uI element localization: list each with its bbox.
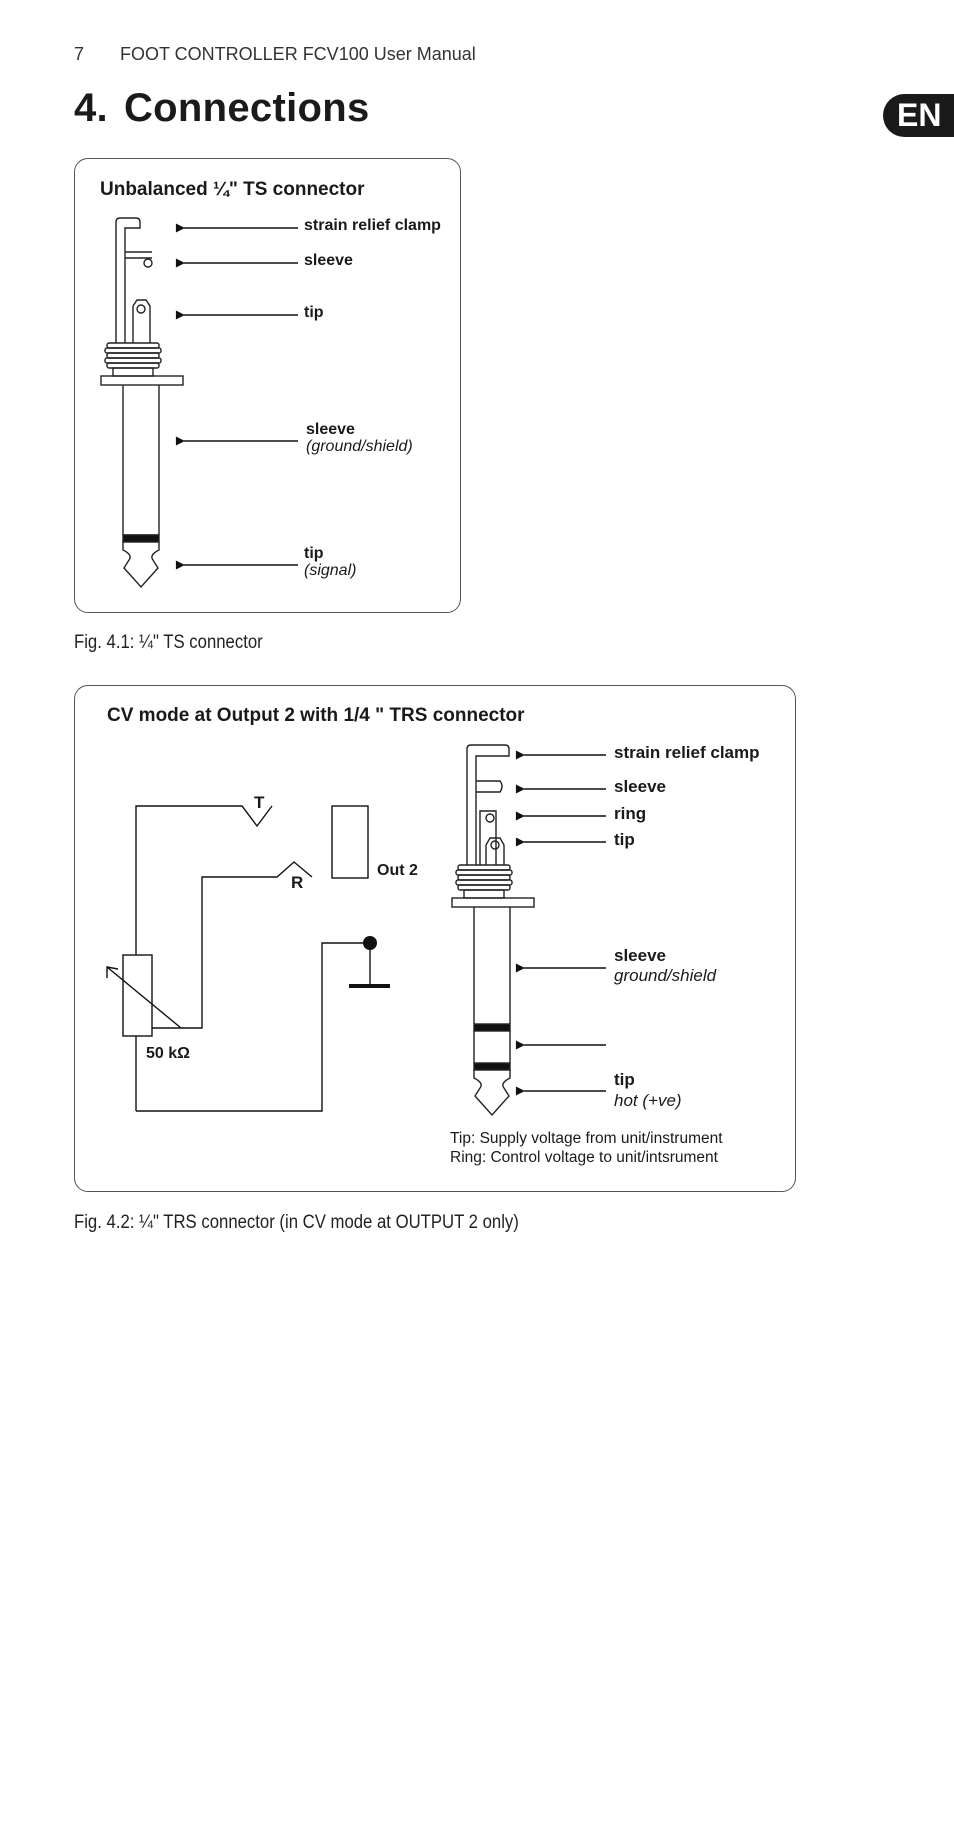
label-trs-tip: tip — [614, 1070, 635, 1089]
figure2-arrows — [524, 755, 606, 1091]
label-trs-tip-lug: tip — [614, 830, 635, 849]
cv-circuit-drawing — [107, 806, 390, 1111]
label-trs-tip-sub: hot (+ve) — [614, 1091, 682, 1110]
label-out-2: Out 2 — [377, 862, 418, 879]
label-trs-sleeve: sleeve — [614, 946, 666, 965]
label-trs-sleeve-sub: ground/shield — [614, 966, 717, 985]
page-number: 7 — [74, 44, 85, 64]
note-tip-supply: Tip: Supply voltage from unit/instrument — [450, 1130, 723, 1147]
figure1-title: Unbalanced ¼" TS connector — [100, 179, 365, 200]
label-50k-resistor: 50 kΩ — [146, 1045, 190, 1062]
note-ring-control: Ring: Control voltage to unit/intsrument — [450, 1149, 718, 1166]
trs-plug-drawing — [452, 745, 534, 1115]
label-trs-ring-lug: ring — [614, 804, 647, 823]
language-tab: EN — [883, 94, 954, 137]
label-sleeve-sub: (ground/shield) — [306, 438, 413, 455]
label-sleeve: sleeve — [306, 421, 355, 438]
section-number: 4. — [74, 86, 108, 130]
label-trs-strain-relief-clamp: strain relief clamp — [614, 743, 760, 762]
label-tip-sub: (signal) — [304, 562, 357, 579]
figure2-caption: Fig. 4.2: ¼" TRS connector (in CV mode at OUTPUT 2 only) — [74, 1212, 519, 1233]
label-tip: tip — [304, 545, 324, 562]
figure1-caption: Fig. 4.1: ¼" TS connector — [74, 632, 263, 653]
ground-node — [363, 936, 377, 950]
label-trs-sleeve-lug: sleeve — [614, 777, 666, 796]
ts-plug-drawing — [101, 218, 183, 587]
label-r-contact: R — [291, 873, 304, 892]
manual-title: FOOT CONTROLLER FCV100 User Manual — [120, 44, 476, 64]
label-strain-relief-clamp: strain relief clamp — [304, 217, 441, 234]
figure2-title: CV mode at Output 2 with 1/4 " TRS connector — [107, 705, 525, 726]
section-title: Connections — [123, 86, 370, 130]
label-sleeve-lug: sleeve — [304, 252, 353, 269]
figure1-arrows — [184, 228, 298, 565]
label-tip-lug: tip — [304, 304, 324, 321]
label-t-contact: T — [254, 793, 265, 812]
